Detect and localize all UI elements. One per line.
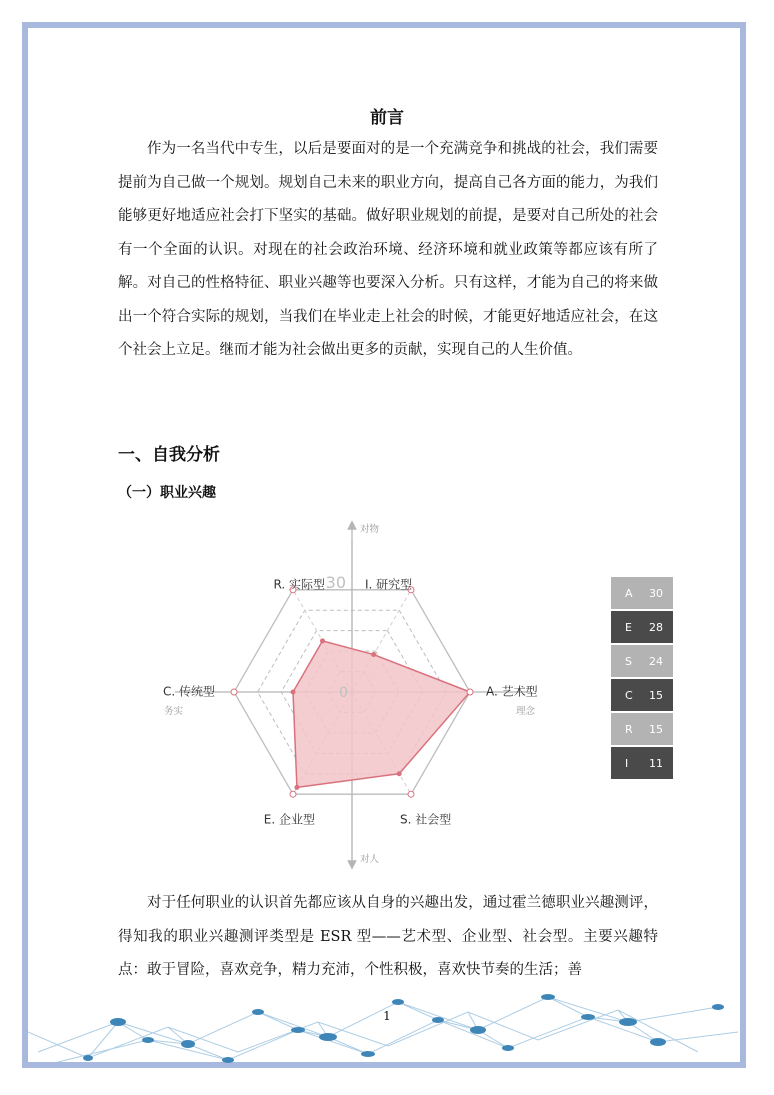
page-title: 前言 bbox=[370, 108, 404, 128]
page-number: 1 bbox=[383, 1009, 391, 1023]
axis-label: R. 实际型 bbox=[273, 577, 325, 592]
vertex-marker bbox=[408, 791, 414, 797]
data-point bbox=[371, 652, 376, 657]
axis-label: E. 企业型 bbox=[263, 812, 315, 827]
tick-label-max: 30 bbox=[325, 573, 346, 592]
score-row bbox=[611, 713, 673, 745]
data-point bbox=[397, 771, 402, 776]
axis-label: S. 社会型 bbox=[400, 812, 452, 827]
score-code: A bbox=[625, 586, 633, 600]
body-paragraph: 对于任何职业的认识首先都应该从自身的兴趣出发，通过霍兰德职业兴趣测评，得知我的职业兴趣测评类型是 ESR 型——艺术型、企业型、社会型。主要兴趣特点：敢于冒险，喜欢竞争，精力充沛，个性积极，喜欢快节奏的生活；善 bbox=[118, 895, 658, 978]
network-decoration bbox=[28, 982, 746, 1068]
direction-label-top: 对物 bbox=[360, 524, 380, 535]
data-polygon bbox=[293, 641, 470, 787]
section-heading: 一、自我分析 bbox=[118, 445, 220, 465]
data-point bbox=[294, 785, 299, 790]
score-value: 15 bbox=[649, 722, 663, 736]
score-code: E bbox=[625, 620, 632, 634]
score-code: S bbox=[625, 654, 632, 668]
intro-paragraph: 作为一名当代中专生，以后是要面对的是一个充满竞争和挑战的社会，我们需要提前为自己做一个规划。规划自己未来的职业方向，提高自己各方面的能力，为我们能够更好地适应社会打下坚实的基础。做好职业规划的前提，是要对自己所处的社会有一个全面的认识。对现在的社会政治环境、经济环境和就业政策等都应该有所了解。对自己的性格特征、职业兴趣等也要深入分析。只有这样，才能为自己的将来做出一个符合实际的规划，当我们在毕业走上社会的时候，才能更好地适应社会，在这个社会上立足。继而才能为社会做出更多的贡献，实现自己的人生价值。 bbox=[118, 141, 658, 358]
score-code: I bbox=[625, 756, 629, 770]
score-row bbox=[611, 577, 673, 609]
vertex-marker bbox=[467, 689, 473, 695]
data-point bbox=[291, 690, 296, 695]
score-value: 11 bbox=[649, 756, 663, 770]
data-point bbox=[320, 638, 325, 643]
score-value: 15 bbox=[649, 688, 663, 702]
score-table bbox=[611, 577, 673, 781]
score-code: R bbox=[625, 722, 633, 736]
vertex-marker bbox=[290, 791, 296, 797]
score-value: 24 bbox=[649, 654, 663, 668]
interest-radar-chart bbox=[150, 520, 550, 870]
score-row bbox=[611, 679, 673, 711]
score-value: 28 bbox=[649, 620, 663, 634]
axis-label: A. 艺术型 bbox=[486, 684, 538, 699]
direction-label-right: 理念 bbox=[516, 706, 536, 717]
score-row bbox=[611, 611, 673, 643]
score-code: C bbox=[625, 688, 633, 702]
score-row bbox=[611, 747, 673, 779]
direction-label-left: 务实 bbox=[164, 706, 184, 717]
direction-label-bottom: 对人 bbox=[360, 854, 380, 865]
score-row bbox=[611, 645, 673, 677]
axis-label: C. 传统型 bbox=[162, 684, 215, 699]
vertex-marker bbox=[231, 689, 237, 695]
tick-label-min: 0 bbox=[339, 685, 348, 701]
score-value: 30 bbox=[649, 586, 663, 600]
axis-label: I. 研究型 bbox=[365, 577, 413, 592]
subsection-heading: （一）职业兴趣 bbox=[118, 485, 216, 501]
